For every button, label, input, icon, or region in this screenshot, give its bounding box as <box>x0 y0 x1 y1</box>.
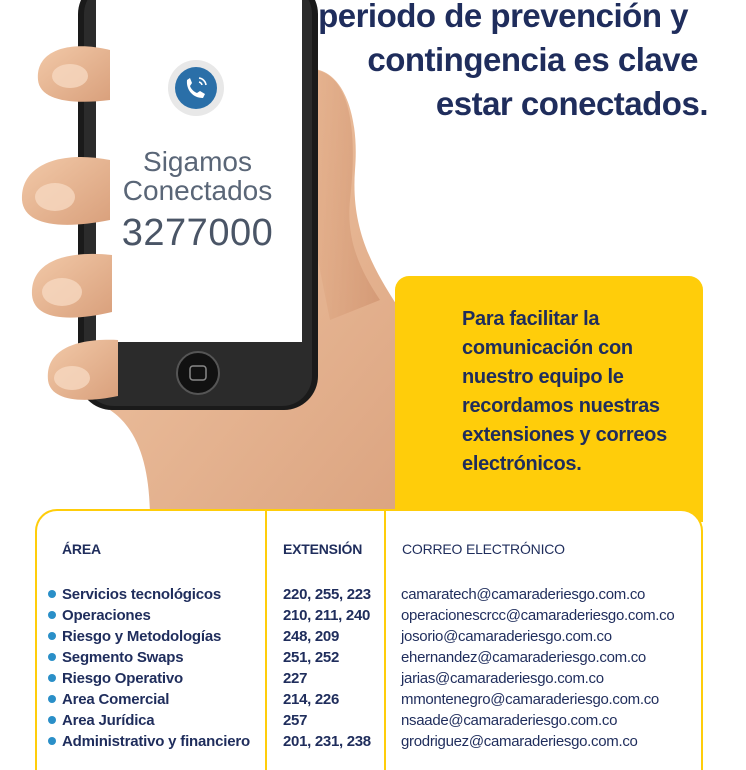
bullet-icon <box>48 632 56 640</box>
row-extension: 210, 211, 240 <box>283 607 371 624</box>
row-extension: 248, 209 <box>283 628 339 645</box>
row-extension: 201, 231, 238 <box>283 733 371 750</box>
row-extension: 220, 255, 223 <box>283 586 371 603</box>
row-email: josorio@camaraderiesgo.com.co <box>401 628 612 645</box>
row-extension: 257 <box>283 712 308 729</box>
header-extension: EXTENSIÓN <box>283 541 363 557</box>
column-divider <box>384 511 386 770</box>
phone-number: 3277000 <box>121 212 274 254</box>
headline-line: estar conectados. <box>435 85 708 122</box>
row-email: nsaade@camaraderiesgo.com.co <box>401 712 618 729</box>
row-extension: 214, 226 <box>283 691 339 708</box>
row-area <box>48 731 250 752</box>
bullet-icon <box>48 653 56 661</box>
row-area <box>48 626 221 647</box>
info-line: comunicación con <box>462 337 633 359</box>
row-email: ehernandez@camaraderiesgo.com.co <box>401 649 646 666</box>
area-label: Area Comercial <box>62 691 170 708</box>
row-area <box>48 668 183 689</box>
area-label: Riesgo y Metodologías <box>62 628 222 645</box>
info-line: recordamos nuestras <box>462 395 660 417</box>
row-email: camaratech@camaraderiesgo.com.co <box>401 586 646 603</box>
row-area <box>48 710 154 731</box>
area-label: Operaciones <box>62 607 151 624</box>
bullet-icon <box>48 590 56 598</box>
header-area: ÁREA <box>62 541 101 557</box>
row-area <box>48 605 151 626</box>
row-email: operacionescrcc@camaraderiesgo.com.co <box>401 607 675 624</box>
row-email: grodriguez@camaraderiesgo.com.co <box>401 733 638 750</box>
row-area <box>48 584 221 605</box>
header-email: CORREO ELECTRÓNICO <box>402 541 565 557</box>
column-divider <box>265 511 267 770</box>
headline-line: contingencia es clave <box>367 41 698 78</box>
info-line: Para facilitar la <box>462 308 600 330</box>
phone-screen-line2: Conectados <box>122 175 273 206</box>
row-area <box>48 647 183 668</box>
info-line: electrónicos. <box>462 453 582 475</box>
phone-screen-line1: Sigamos <box>143 146 252 177</box>
row-extension: 251, 252 <box>283 649 339 666</box>
bullet-icon <box>48 737 56 745</box>
row-email: mmontenegro@camaraderiesgo.com.co <box>401 691 659 708</box>
phone-icon <box>168 60 224 116</box>
info-line: nuestro equipo le <box>462 366 624 388</box>
headline-line: periodo de prevención y <box>318 0 688 34</box>
row-extension: 227 <box>283 670 308 687</box>
area-label: Segmento Swaps <box>62 649 184 666</box>
bullet-icon <box>48 716 56 724</box>
info-box-text <box>462 305 702 479</box>
row-email: jarias@camaraderiesgo.com.co <box>401 670 604 687</box>
bullet-icon <box>48 695 56 703</box>
area-label: Area Jurídica <box>62 712 155 729</box>
info-line: extensiones y correos <box>462 424 667 446</box>
bullet-icon <box>48 674 56 682</box>
bullet-icon <box>48 611 56 619</box>
area-label: Riesgo Operativo <box>62 670 183 687</box>
area-label: Servicios tecnológicos <box>62 586 221 603</box>
row-area <box>48 689 169 710</box>
area-label: Administrativo y financiero <box>62 733 250 750</box>
